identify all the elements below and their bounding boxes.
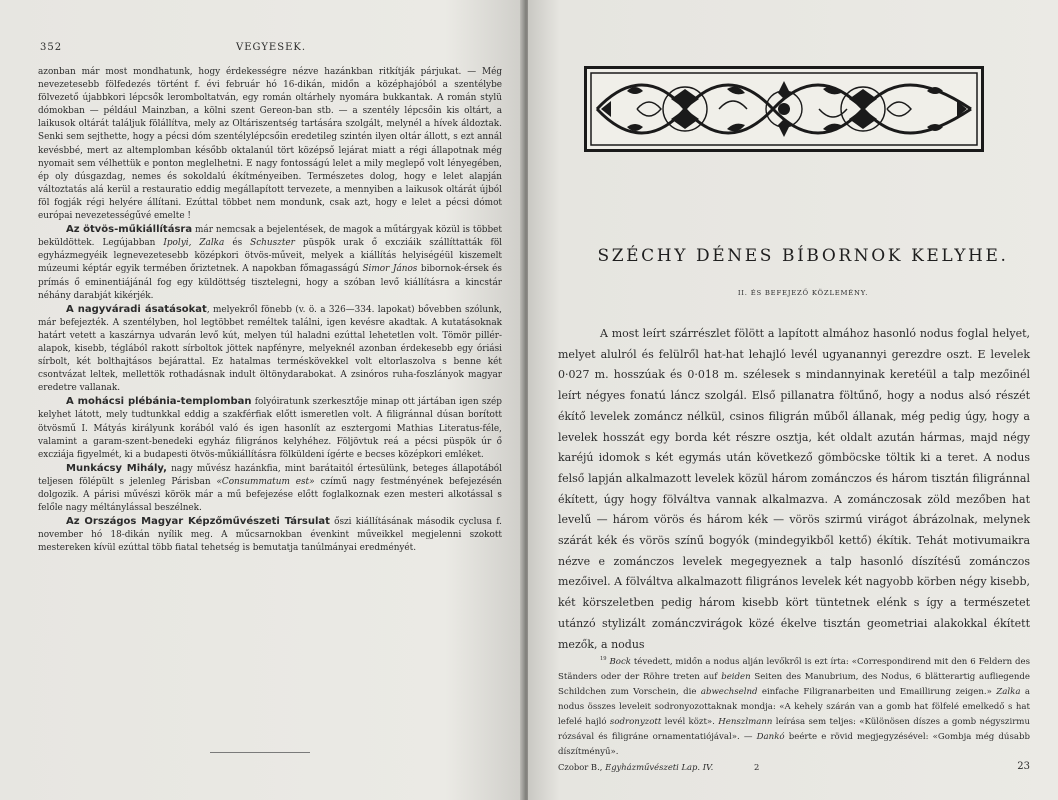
section-heading: A mohácsi plébánia-templomban bbox=[66, 396, 252, 408]
italic-word: beiden bbox=[721, 671, 751, 682]
italic-name: Schuszter bbox=[250, 238, 295, 249]
footer-author: Czobor B., bbox=[558, 762, 606, 772]
footnote bbox=[558, 652, 1030, 761]
footnote-text: Seiten des Manubrium, des Nodus, 6 blätterartig aufliegende Schildchen zum Vorschein, die bbox=[558, 671, 1030, 698]
left-running-head bbox=[40, 42, 502, 58]
right-page-number: 23 bbox=[1017, 761, 1030, 772]
paragraph-text: czímű nagy festményének befejezésén dolgozik. A párisi művészi körök már a mű befejezése előtt foglalkoznak ezen mesteri alkotással s felőle nagy méltánylással beszélnek. bbox=[38, 476, 502, 514]
italic-name: Simor János bbox=[362, 264, 418, 275]
section-heading: Az ötvös-műkiállításra bbox=[66, 224, 193, 236]
italic-name: Ipolyi, Zalka bbox=[163, 238, 225, 249]
footnote-text: beérte e rövid megjegyzésével: «Gombja még dúsabb díszítményű». bbox=[558, 732, 1030, 758]
paragraph-munkacsy bbox=[38, 462, 502, 515]
section-heading: Munkácsy Mihály, bbox=[66, 462, 167, 474]
italic-word: sodronyzott bbox=[609, 717, 662, 728]
right-page bbox=[528, 0, 1058, 800]
section-heading: A nagyváradi ásatásokat bbox=[66, 303, 207, 315]
paragraph-nagyvaradi bbox=[38, 303, 502, 396]
footer-source bbox=[558, 762, 713, 772]
ornament-pattern-icon bbox=[587, 69, 981, 149]
paragraph-text: bibornok-érsek és prímás ő eminentiájánál fog egy küldöttség tisztelegni, hogy a szóban levő kiállításra a kincstár néhány darabját kikérjék. bbox=[38, 264, 502, 301]
italic-name: Henszlmann bbox=[718, 717, 773, 728]
footnote-text: levél közt». bbox=[661, 717, 719, 728]
paragraph-text: őszi kiállításának második cyclusa f. november hó 18-dikán nyílik meg. A műcsarnokban évenkint műveikkel megjelenni szokott mestereken kívül ezúttal több fiatal tehetség is bemutatja tanúlmányai eredményét. bbox=[38, 517, 502, 554]
page-footer bbox=[558, 762, 1030, 776]
footnote-text: tévedett, midőn a nodus alján levőkről is ezt írta: «Correspondirend mit den 6 Feldern des Ständers oder der Röhre treten auf bbox=[558, 656, 1030, 682]
footnote-text: a nodus összes leveleit sodronyozottaknak mondja: «A kehely szárán van a gomb hat fölfelé emelkedő s hat lefelé hajló bbox=[558, 687, 1030, 728]
section-heading: Az Országos Magyar Képzőművészeti Társulat bbox=[66, 516, 330, 528]
intro-paragraph: azonban már most mondhatunk, hogy érdekességre nézve hazánkban ritkítják párjukat. — Még nevezetesebb fölfedezés történt f. évi február hó 16-dikán, midőn a középhajóból a szentélybe fölvezető újabbkori lépcsők leromboltatván, egy román oltárhely nyomára bukkantak. A román stylü dómokban — például Mainzban, a kölni szent Gereon-ban stb. — a szentély lépcsőin kis oltárt, a laikusok oltárát találjuk fölállítva, mely az Oltáriszentség tartására szolgált, melynél a hívek áldoztak. Senki sem sejthette, hogy a pécsi dóm szentélylépcsőin eredetileg szintén ilyen oltár állott, s ezt annál kevésbbé, mert az altemplomban később oktalanúl tört középső lejárat miatt a régi állapotnak még nyomait sem vélhettük e ponton meglelhetni. E nagy fontosságú lelet a mily meglepő volt lényegében, ép oly dúsgazdag, nemes és sokoldalú ékítményeiben. Természetes dolog, hogy e lelet alapján változtatás alá kerül a restauratio eddig megállapított tervezete, a mennyiben a laikusok oltárát újból föl fogják régi helyére állítani. Ezúttal többet nem mondunk, csak azt, hogy e lelet a pécsi dómot európai nevezetességűvé emelte ! bbox=[38, 67, 502, 222]
paragraph-mohacsi bbox=[38, 395, 502, 461]
paragraph-text: már nemcsak a bejelentések, de magok a műtárgyak közül is többet beküldöttek. Legújabban bbox=[38, 225, 502, 249]
paragraph-orszagos bbox=[38, 515, 502, 555]
italic-name: Dankó bbox=[756, 732, 785, 743]
article-body bbox=[558, 324, 1030, 655]
paragraph-otvos-mukiallitas bbox=[38, 223, 502, 303]
paragraph-text: és bbox=[224, 238, 251, 249]
end-rule bbox=[210, 752, 310, 753]
italic-word: abwechselnd bbox=[700, 687, 758, 698]
ornamental-headpiece bbox=[584, 66, 984, 152]
left-body-text bbox=[38, 66, 502, 555]
paragraph-text: nagy művész hazánkfia, mint barátaitól értesülünk, beteges állapotából teljesen fölépült s jelenleg Párisban bbox=[38, 463, 502, 487]
footer-publication: Egyházművészeti Lap. IV. bbox=[605, 762, 714, 772]
footnote-text: einfache Filigranarbeiten und Emaillirung zeigen.» bbox=[757, 687, 997, 698]
paragraph-text: püspök urak ő excziáik szállíttatták föl egyházmegyéik legnevezetesebb középkori ötvös-műveit, melyek a kiállítás helyiségéül kiszemelt múzeumi képtár egyik termében őriztetnek. A napokban főmagasságú bbox=[38, 238, 502, 275]
running-head-title: VEGYESEK. bbox=[236, 42, 307, 53]
article-title: SZÉCHY DÉNES BÍBORNOK KELYHE. bbox=[597, 246, 1009, 266]
paragraph-text: folyóiratunk szerkesztője minap ott jártában igen szép kelyhet látott, mely tudtunkkal eddig a szakférfiak előtt ismeretlen volt. A filigránnal dúsan borított ötvösmű I. Mátyás királyunk korából való és igen hasonlít az esztergomi Mathias Literatus-féle, valamint a garam-szent-benedeki egyház filigrános kelyhéhez. Följövtuk reá a pécsi püspök úr ő excziája figyelmét, ki a budapesti ötvös-műkiállításra fölküldeni ígérte e becses középkori emléket. bbox=[38, 397, 502, 460]
paragraph-text: , melyekről fönebb (v. ö. a 326—334. lapokat) bővebben szólunk, már befejezték. A szentélyben, hol legtöbbet reméltek találni, igen kevésre akadtak. A kutatásoknak határt vetett a kaszárnya udvarán levő kút, melyen túl haladni ezúttal lehetetlen volt. Tömör pillér-alapok, kisebb, téglából rakott sírboltok jöttek napfényre, melyeknél azonban érdekesebb egy óriási sírbolt, két bolthajtásos bejárattal. Ez hatalmas terméskövekkel volt eltorlaszolva s benne két csontvázat leltek, mellettök rothadásnak indult öltönydarabokat. A zsinóros ruha-foszlányok magyar eredetre vallanak. bbox=[38, 304, 502, 394]
footnote-text: leírása sem teljes: «Különösen díszes a gomb négyszirmu rózsával és filigráne ornamentatiójával». — bbox=[558, 717, 1030, 743]
footnote-marker: 19 bbox=[600, 656, 607, 662]
left-page bbox=[0, 0, 524, 800]
left-page-number: 352 bbox=[40, 42, 63, 53]
footnotes bbox=[558, 652, 1030, 761]
italic-title: «Consummatum est» bbox=[216, 476, 315, 487]
body-paragraph: A most leírt szárrészlet fölött a lapított almához hasonló nodus foglal helyet, melyet alulról és felülről hat-hat lehajló levél ugyanannyi gerezdre oszt. E levelek 0·027 m. hosszúak és 0·018 m. szélesek s mindannyinak keretéül a talp mezőinél leírt négyes fonatú láncz szolgál. Első pillanatra föltűnő, hogy a nodus alsó részét ékítő levelek zománcz nélkül, csinos filigrán műből állanak, még pedig úgy, hogy a levelek hosszát egy borda két részre osztja, két oldalt azután hármas, majd négy karéjú idomok s két egymás után következő gömböcske töltik ki a teret. A nodus felső lapján alkalmazott levelek közül három zománczos és három tisztán filigránnal ékített, úgy hogy fölváltva vannak alkalmazva. A zománczosak zöld mezőben hat levelű — három vörös és három kék — vörös szirmú virágot ábrázolnak, melynek szárát kék és vörös színű bogyók (mindegyikből kettő) ékítik. Tehát motivumaikra nézve e zománczos levelek megegyeznek a talp hasonló díszítésű zománczos mezőivel. A fölváltva alkalmazott filigrános levelek két nagyobb körben négy kisebb, két körszeletben pedig három kisebb kört tüntetnek elénk s így a természetet utánzó stylizált zománczvirágok közé ékelve tisztán geometriai alakokkal ékített mezők, a nodus bbox=[558, 327, 1030, 651]
italic-name: Bock bbox=[609, 656, 631, 667]
italic-name: Zalka bbox=[996, 687, 1021, 698]
footer-signature: 2 bbox=[754, 762, 760, 772]
article-subtitle: II. ÉS BEFEJEZŐ KÖZLEMÉNY. bbox=[737, 289, 869, 297]
